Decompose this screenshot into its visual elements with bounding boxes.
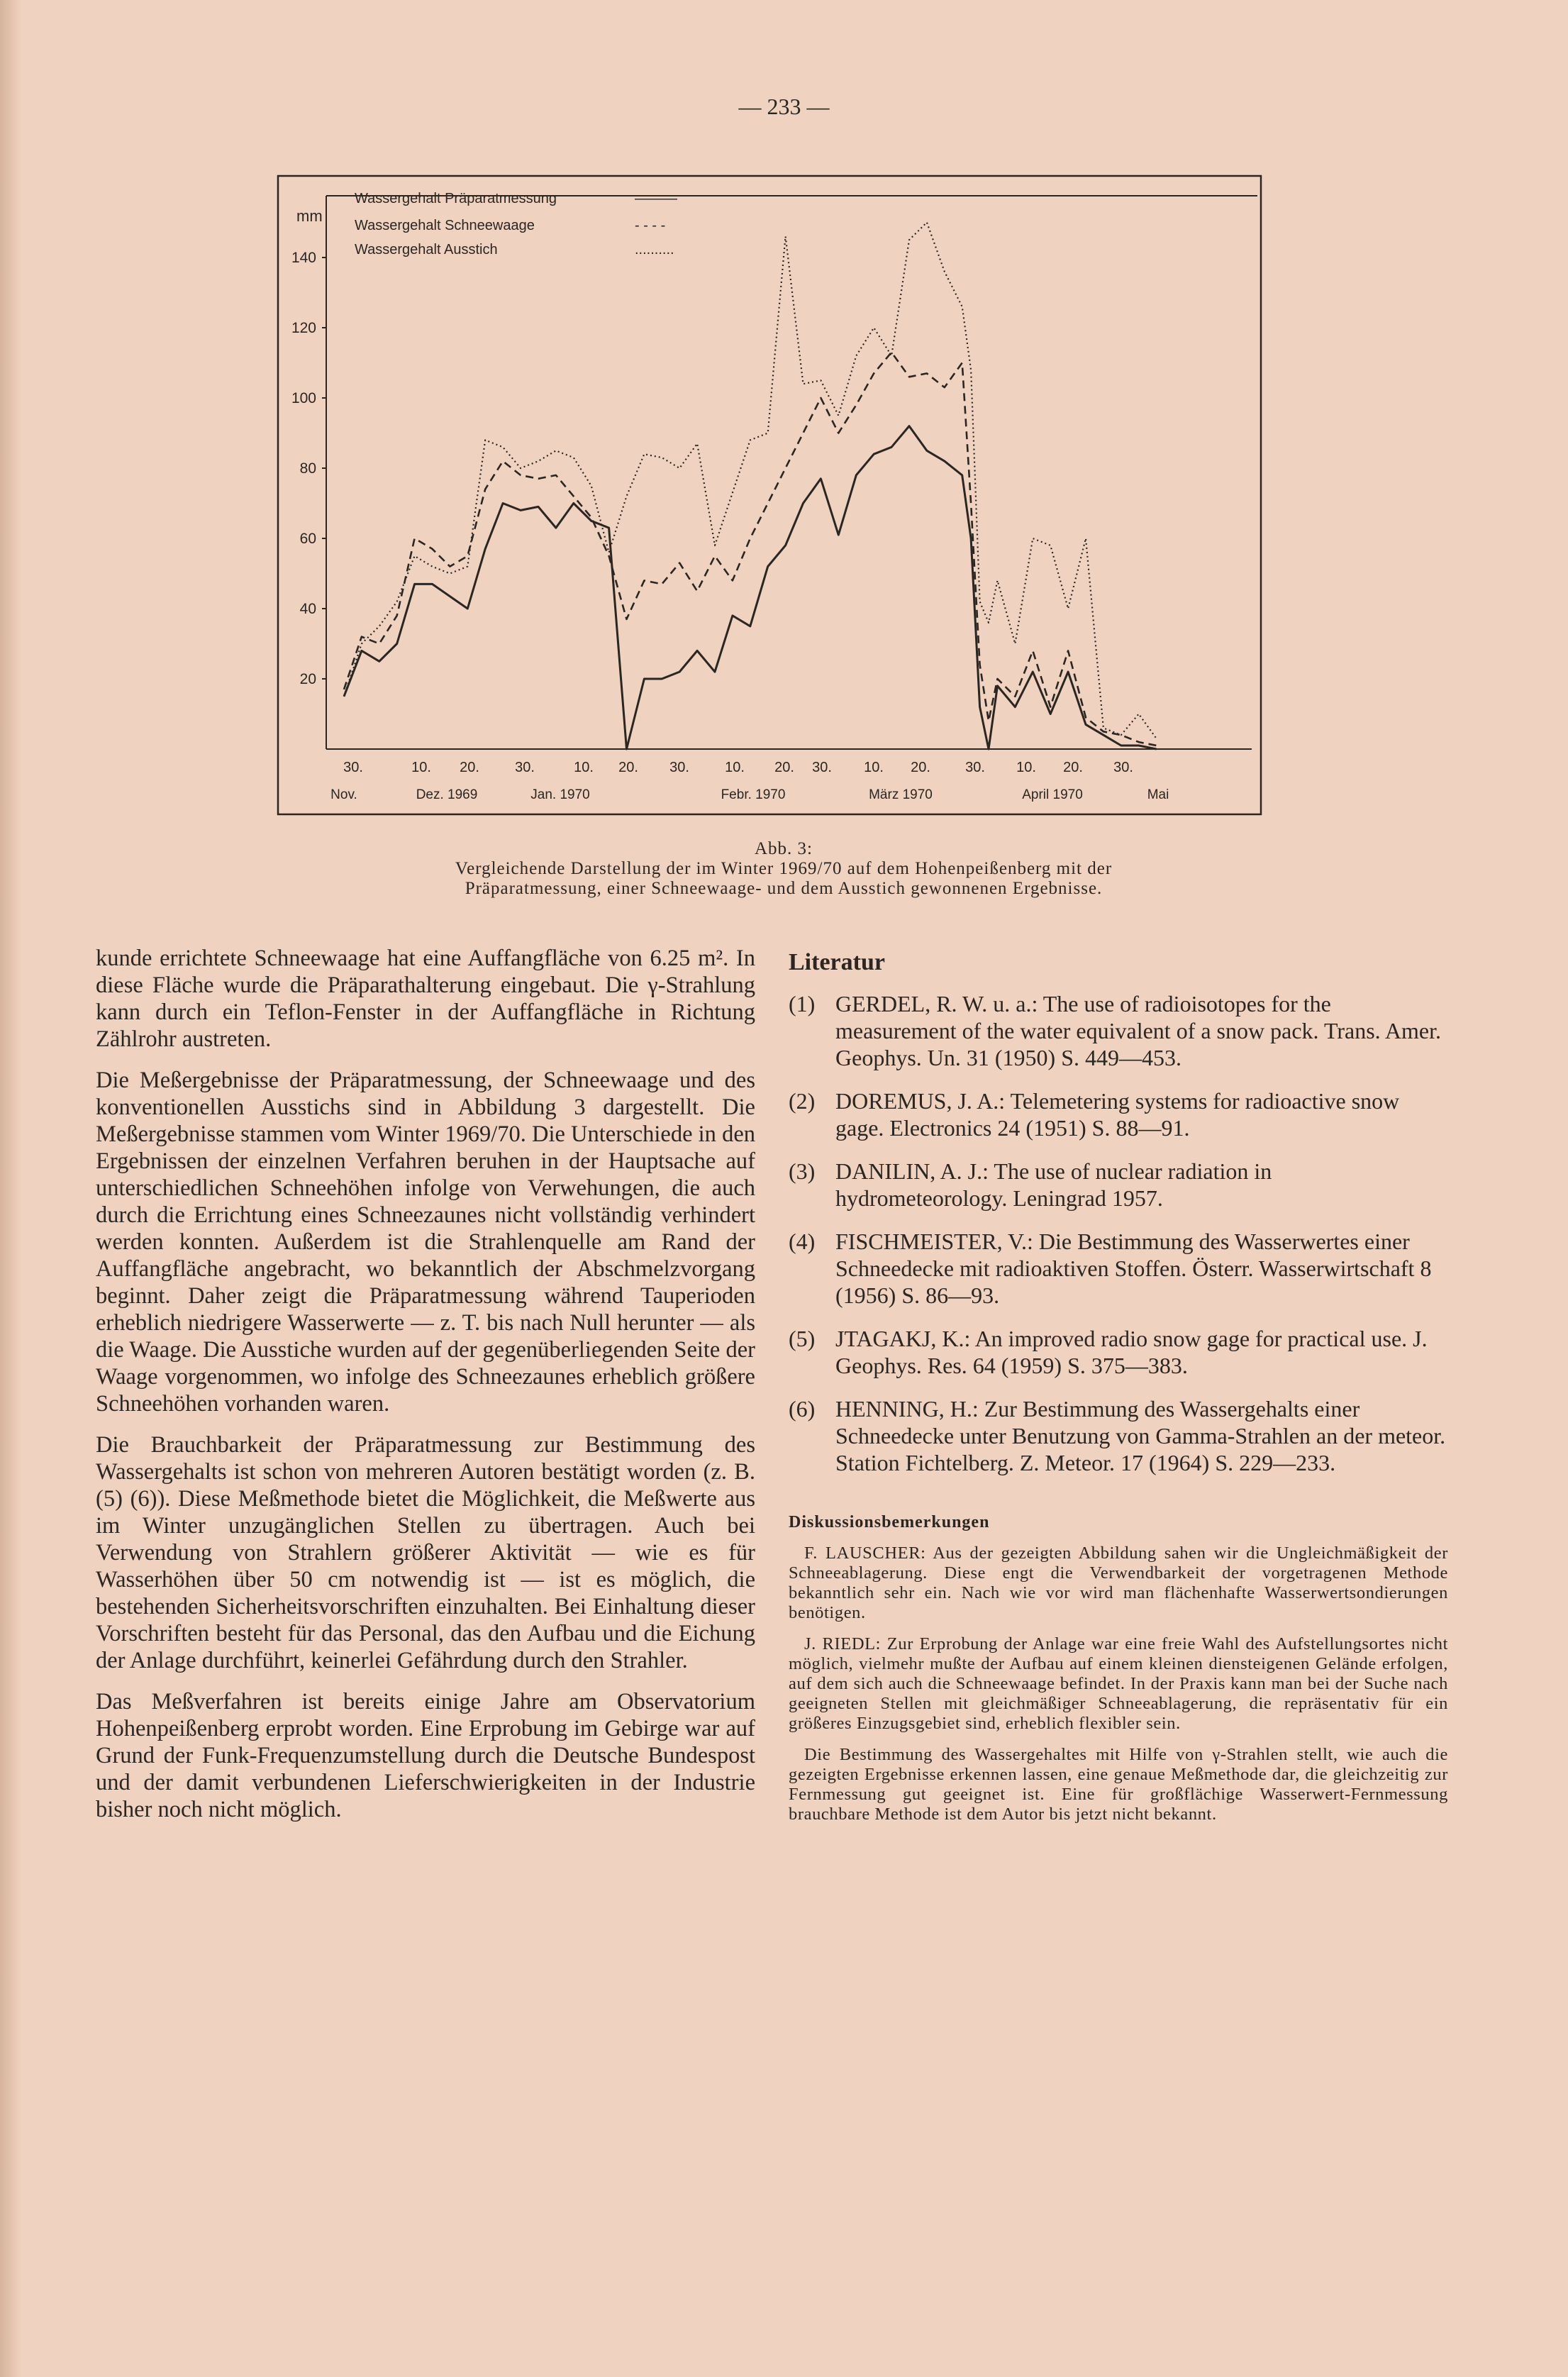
x-tick-label: 10. <box>725 760 745 775</box>
reference-text: DANILIN, A. J.: The use of nuclear radiation in hydrometeorology. Leningrad 1957. <box>835 1158 1272 1211</box>
x-ticks <box>343 760 1133 775</box>
x-tick-label: 20. <box>911 760 930 775</box>
reference-number: (6) <box>789 1396 816 1422</box>
x-tick-label: 30. <box>669 760 689 775</box>
x-tick-label: 30. <box>965 760 985 775</box>
reference-text: DOREMUS, J. A.: Telemetering systems for radioactive snow gage. Electronics 24 (1951) S. 88—91. <box>835 1088 1400 1141</box>
month-label: Jan. 1970 <box>530 787 590 802</box>
x-tick-label: 30. <box>1113 760 1133 775</box>
data-series <box>344 223 1157 750</box>
reference-text: JTAGAKJ, K.: An improved radio snow gage for practical use. J. Geophys. Res. 64 (1959) S. 375—383. <box>835 1326 1428 1378</box>
reference-item <box>789 1325 1448 1379</box>
x-tick-label: 30. <box>515 760 535 775</box>
x-tick-label: 10. <box>864 760 884 775</box>
body-paragraph: Das Meßverfahren ist bereits einige Jahre am Observatorium Hohenpeißenberg erprobt worden. Eine Erprobung im Gebirge war auf Grund der Funk-Frequenzumstellung durch die Deutsche Bundespost und der damit verbundenen Lieferschwierigkeiten in der Industrie bisher noch nicht möglich. <box>96 1689 755 1822</box>
reference-number: (2) <box>789 1088 816 1114</box>
month-label: März 1970 <box>869 787 933 802</box>
reference-item <box>789 990 1448 1071</box>
y-tick-label: 140 <box>291 250 316 266</box>
reference-item <box>789 1395 1448 1476</box>
month-label: Dez. 1969 <box>416 787 478 802</box>
reference-number: (3) <box>789 1158 816 1184</box>
body-paragraph: Die Brauchbarkeit der Präparatmessung zur Bestimmung des Wassergehalts ist schon von mehreren Autoren bestätigt worden (z. B. (5) (6)). Diese Meßmethode bietet die Möglichkeit, die Meßwerte aus im Winter unzugänglichen Stellen zu übertragen. Auch bei Verwendung von Strahlern größerer Aktivität — wie es für Wasserhöhen über 50 cm notwendig ist — ist es möglich, die bestehenden Sicherheitsvorschriften einzuhalten. Bei Einhaltung dieser Vorschriften besteht für das Personal, das den Aufbau und die Eichung der Anlage durchführt, keinerlei Gefährdung durch den Strahler. <box>96 1432 755 1673</box>
x-tick-label: 10. <box>411 760 431 775</box>
page-number: — 233 — <box>738 94 830 119</box>
reference-number: (1) <box>789 991 816 1016</box>
figure-caption <box>426 839 1142 899</box>
reference-item <box>789 1087 1448 1141</box>
x-tick-label: 20. <box>1063 760 1083 775</box>
x-tick-label: 30. <box>343 760 363 775</box>
reference-text: GERDEL, R. W. u. a.: The use of radioisotopes for the measurement of the water equivalent of a snow pack. Trans. Amer. Geophys. Un. 31 (1950) S. 449—453. <box>835 991 1441 1070</box>
reference-number: (5) <box>789 1326 816 1351</box>
reference-text: FISCHMEISTER, V.: Die Bestimmung des Wasserwertes einer Schneedecke mit radioaktiven Stoffen. Österr. Wasserwirtschaft 8 (1956) S. 86—93. <box>835 1229 1432 1308</box>
body-text-column <box>96 945 755 1837</box>
y-tick-label: 80 <box>299 460 316 477</box>
x-tick-label: 10. <box>1016 760 1036 775</box>
legend-label-praeparat: Wassergehalt Präparatmessung <box>355 191 557 206</box>
caption-text: Vergleichende Darstellung der im Winter 1969/70 auf dem Hohenpeißenberg mit der Präparatmessung, einer Schneewaage- und dem Ausstich gewonnenen Ergebnisse. <box>455 859 1113 898</box>
legend-sample-ausstich: .......... <box>635 242 674 257</box>
series-ausstich-line <box>344 223 1157 739</box>
month-label: Febr. 1970 <box>721 787 786 802</box>
discussion-paragraph: Die Bestimmung des Wassergehaltes mit Hilfe von γ-Strahlen stellt, wie auch die gezeigten Ergebnisse erkennen lassen, eine genaue Meßmethode dar, die gleichzeitig zur Fernmessung gut geeignet ist. Eine für großflächige Wasserwert-Fernmessung brauchbare Methode ist dem Autor bis jetzt nicht bekannt. <box>789 1745 1448 1824</box>
page-edge-shadow <box>0 0 21 2377</box>
x-tick-label: 10. <box>574 760 594 775</box>
series-praeparatmessung-line <box>344 426 1157 749</box>
legend-label-ausstich: Wassergehalt Ausstich <box>355 242 498 257</box>
body-paragraph: Die Meßergebnisse der Präparatmessung, der Schneewaage und des konventionellen Ausstichs sind in Abbildung 3 dargestellt. Die Meßergebnisse stammen vom Winter 1969/70. Die Unterschiede in den Ergebnissen der einzelnen Verfahren beruhen in der Hauptsache auf unterschiedlichen Schneehöhen infolge von Verwehungen, die auch durch die Errichtung eines Schneezaunes nicht vollständig verhindert werden konnten. Außerdem ist die Strahlenquelle am Rand der Auffangfläche angebracht, wo bekanntlich der Abschmelzvorgang beginnt. Daher zeigt die Präparatmessung während Tauperioden erheblich niedrigere Wasserwerte — z. T. bis nach Null herunter — als die Waage. Die Ausstiche wurden auf der gegenüberliegenden Seite der Waage vorgenommen, wo infolge des Schneezaunes erheblich größere Schneehöhen vorhanden waren. <box>96 1068 755 1417</box>
y-tick-label: 60 <box>299 531 316 547</box>
literature-heading: Literatur <box>789 949 885 975</box>
y-tick-label: 120 <box>291 320 316 336</box>
caption-label: Abb. 3: <box>755 839 813 858</box>
discussion-paragraph: F. LAUSCHER: Aus der gezeigten Abbildung sahen wir die Ungleichmäßigkeit der Schneeablagerung. Diese engt die Verwendbarkeit der vorgetragenen Methode bekanntlich sehr ein. Nach wie vor wird man flächenhafte Wasserwertsondierungen benötigen. <box>789 1544 1448 1622</box>
figure-frame <box>278 176 1261 814</box>
y-tick-label: 100 <box>291 390 316 406</box>
x-tick-label: 20. <box>774 760 794 775</box>
literature-column <box>789 949 1448 1836</box>
month-label: Mai <box>1147 787 1169 802</box>
y-ticks <box>291 250 326 687</box>
discussion-paragraph: J. RIEDL: Zur Erprobung der Anlage war eine freie Wahl des Aufstellungsortes nicht möglich, vielmehr mußte der Aufbau auf einem kleinen diensteigenen Gelände erfolgen, auf dem sich auch die Schneewaage befindet. In der Praxis kann man bei der Suche nach geeigneten Stellen mit gleichmäßiger Schneeablagerung, die repräsentativ für ein größeres Einzugsgebiet sind, erheblich flexibler sein. <box>789 1634 1448 1733</box>
snow-water-chart <box>277 174 1262 820</box>
reference-item <box>789 1158 1448 1212</box>
month-label: Nov. <box>330 787 357 802</box>
discussion-heading: Diskussionsbemerkungen <box>789 1513 990 1531</box>
x-tick-label: 20. <box>460 760 479 775</box>
y-tick-label: 40 <box>299 601 316 617</box>
reference-item <box>789 1228 1448 1309</box>
reference-number: (4) <box>789 1229 816 1254</box>
month-label: April 1970 <box>1022 787 1083 802</box>
month-labels <box>330 787 1169 802</box>
legend-sample-praeparat: ——— <box>635 191 677 206</box>
series-schneewaage-line <box>344 353 1157 746</box>
legend-sample-schneewaage: - - - - <box>635 218 666 233</box>
x-tick-label: 20. <box>618 760 638 775</box>
x-tick-label: 30. <box>812 760 832 775</box>
y-unit-label: mm <box>296 207 323 225</box>
reference-text: HENNING, H.: Zur Bestimmung des Wassergehalts einer Schneedecke unter Benutzung von Gamma-Strahlen an der meteor. Station Fichtelberg. Z. Meteor. 17 (1964) S. 229—233. <box>835 1396 1446 1475</box>
y-tick-label: 20 <box>299 671 316 687</box>
body-paragraph: kunde errichtete Schneewaage hat eine Auffangfläche von 6.25 m². In diese Fläche wurde die Präparathalterung eingebaut. Die γ-Strahlung kann durch ein Teflon-Fenster in der Auffangfläche in Richtung Zählrohr austreten. <box>96 946 755 1052</box>
legend-label-schneewaage: Wassergehalt Schneewaage <box>355 218 535 233</box>
chart-legend <box>355 191 677 257</box>
